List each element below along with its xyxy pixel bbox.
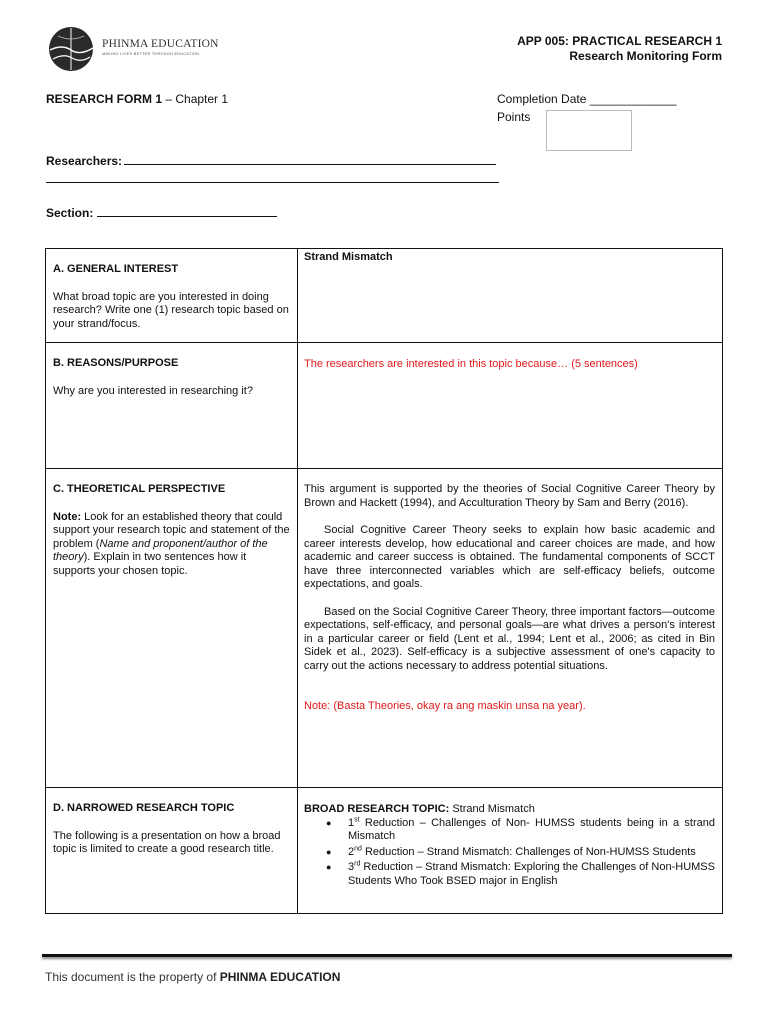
reduction-sup: rd <box>354 860 361 868</box>
section-c-title: C. THEORETICAL PERSPECTIVE <box>53 483 226 495</box>
research-form-table <box>45 248 723 914</box>
reasons-answer-cell[interactable] <box>298 343 723 469</box>
researchers-line-2[interactable] <box>46 182 499 183</box>
narrowed-prompt-cell <box>46 788 298 914</box>
brand-name: PHINMA EDUCATION <box>102 38 219 50</box>
points-label: Points <box>497 110 531 124</box>
form-title <box>46 92 228 106</box>
phinma-logo <box>48 26 218 72</box>
reduction-item <box>348 817 715 844</box>
section-line[interactable] <box>97 205 277 217</box>
section-label: Section: <box>46 206 94 220</box>
reduction-text: Reduction – Challenges of Non- HUMSS students being in a strand Mismatch <box>348 816 715 842</box>
reasons-prompt-cell <box>46 343 298 469</box>
theory-answer-cell[interactable] <box>298 469 723 788</box>
footer-divider <box>42 954 732 957</box>
brand-tagline: MAKING LIVES BETTER THROUGH EDUCATION <box>102 52 200 56</box>
reduction-text: Reduction – Strand Mismatch: Challenges of Non-HUMSS Students <box>361 845 696 858</box>
theory-paragraph-3: Based on the Social Cognitive Career Theory, three important factors—outcome expectations, self-efficacy, and personal goals—are what drives a person's interest in a particular career or field (Lent et al., 1994; Lent et al., 2006; as cited in Bin Sidek et al., 2023). Self-efficacy is a subjective assessment of one's capacity to carry out the actions necessary to address potential situations. <box>304 605 715 672</box>
section-field <box>46 205 277 220</box>
reduction-list <box>304 817 715 889</box>
form-title-chapter: – Chapter 1 <box>162 92 229 106</box>
researchers-line[interactable] <box>124 153 496 165</box>
section-a-prompt: What broad topic are you interested in doing research? Write one (1) research topic based on your strand/focus. <box>53 290 289 330</box>
theory-paragraph-2: Social Cognitive Career Theory seeks to explain how basic academic and career interests develop, how educational and career choices are made, and how academic and career success is obtained. The fundamental components of SCCT have three interconnected variables which are self-efficacy beliefs, outcome expectations, and goals. <box>304 524 715 590</box>
section-a-answer: Strand Mismatch <box>304 251 393 263</box>
reduction-sup: nd <box>354 844 362 852</box>
footer-brand: PHINMA EDUCATION <box>219 970 341 984</box>
section-d-prompt: The following is a presentation on how a broad topic is limited to create a good research title. <box>53 829 281 855</box>
footer-text <box>45 970 340 984</box>
row-narrowed-topic <box>46 788 723 914</box>
reduction-item <box>348 861 715 888</box>
broad-topic-value: Strand Mismatch <box>449 803 535 815</box>
note-text-1: Look for an established theory that could support your research topic and statement of the problem ( <box>53 510 290 550</box>
reduction-item <box>348 846 715 860</box>
note-text-2: ). Explain in two sentences how it supports your chosen topic. <box>53 551 247 577</box>
note-italic: Name and proponent/author of the theory <box>53 537 268 563</box>
form-title-bold: RESEARCH FORM 1 <box>46 92 163 106</box>
footer-statement: This document is the property of <box>45 970 220 984</box>
course-header <box>517 34 722 64</box>
theory-paragraph-1: This argument is supported by the theories of Social Cognitive Career Theory by Brown and Hackett (1994), and Acculturation Theory by Sam and Berry (2016). <box>304 483 715 509</box>
points-box[interactable] <box>546 110 632 151</box>
section-c-note <box>53 511 290 579</box>
note-label: Note: <box>53 510 82 523</box>
researchers-field <box>46 153 496 168</box>
theory-prompt-cell <box>46 469 298 788</box>
row-general-interest <box>46 249 723 343</box>
section-d-title: D. NARROWED RESEARCH TOPIC <box>53 802 235 814</box>
reduction-text: Reduction – Strand Mismatch: Exploring the Challenges of Non-HUMSS Students Who Took BSED major in English <box>348 861 715 887</box>
general-interest-prompt-cell <box>46 249 298 343</box>
researchers-label: Researchers: <box>46 154 123 168</box>
section-b-prompt: Why are you interested in researching it? <box>53 384 253 397</box>
course-title: APP 005: PRACTICAL RESEARCH 1 <box>517 34 722 48</box>
completion-date-field[interactable]: Completion Date _____________ <box>497 92 677 106</box>
row-reasons-purpose <box>46 343 723 469</box>
section-b-answer: The researchers are interested in this topic because… (5 sentences) <box>304 358 638 370</box>
form-name: Research Monitoring Form <box>569 49 722 63</box>
reduction-num: 3 <box>348 861 355 873</box>
reduction-sup: st <box>354 815 360 823</box>
reduction-num: 1 <box>348 816 355 829</box>
broad-topic <box>304 803 715 817</box>
broad-topic-label: BROAD RESEARCH TOPIC: <box>304 803 450 815</box>
globe-logo-icon <box>48 26 98 72</box>
row-theoretical-perspective <box>46 469 723 788</box>
narrowed-answer-cell[interactable] <box>298 788 723 914</box>
general-interest-answer-cell[interactable] <box>298 249 723 343</box>
reduction-num: 2 <box>348 845 355 858</box>
section-b-title: B. REASONS/PURPOSE <box>53 357 179 369</box>
theory-red-note: Note: (Basta Theories, okay ra ang maskin unsa na year). <box>304 700 586 712</box>
section-a-title: A. GENERAL INTEREST <box>53 263 179 275</box>
